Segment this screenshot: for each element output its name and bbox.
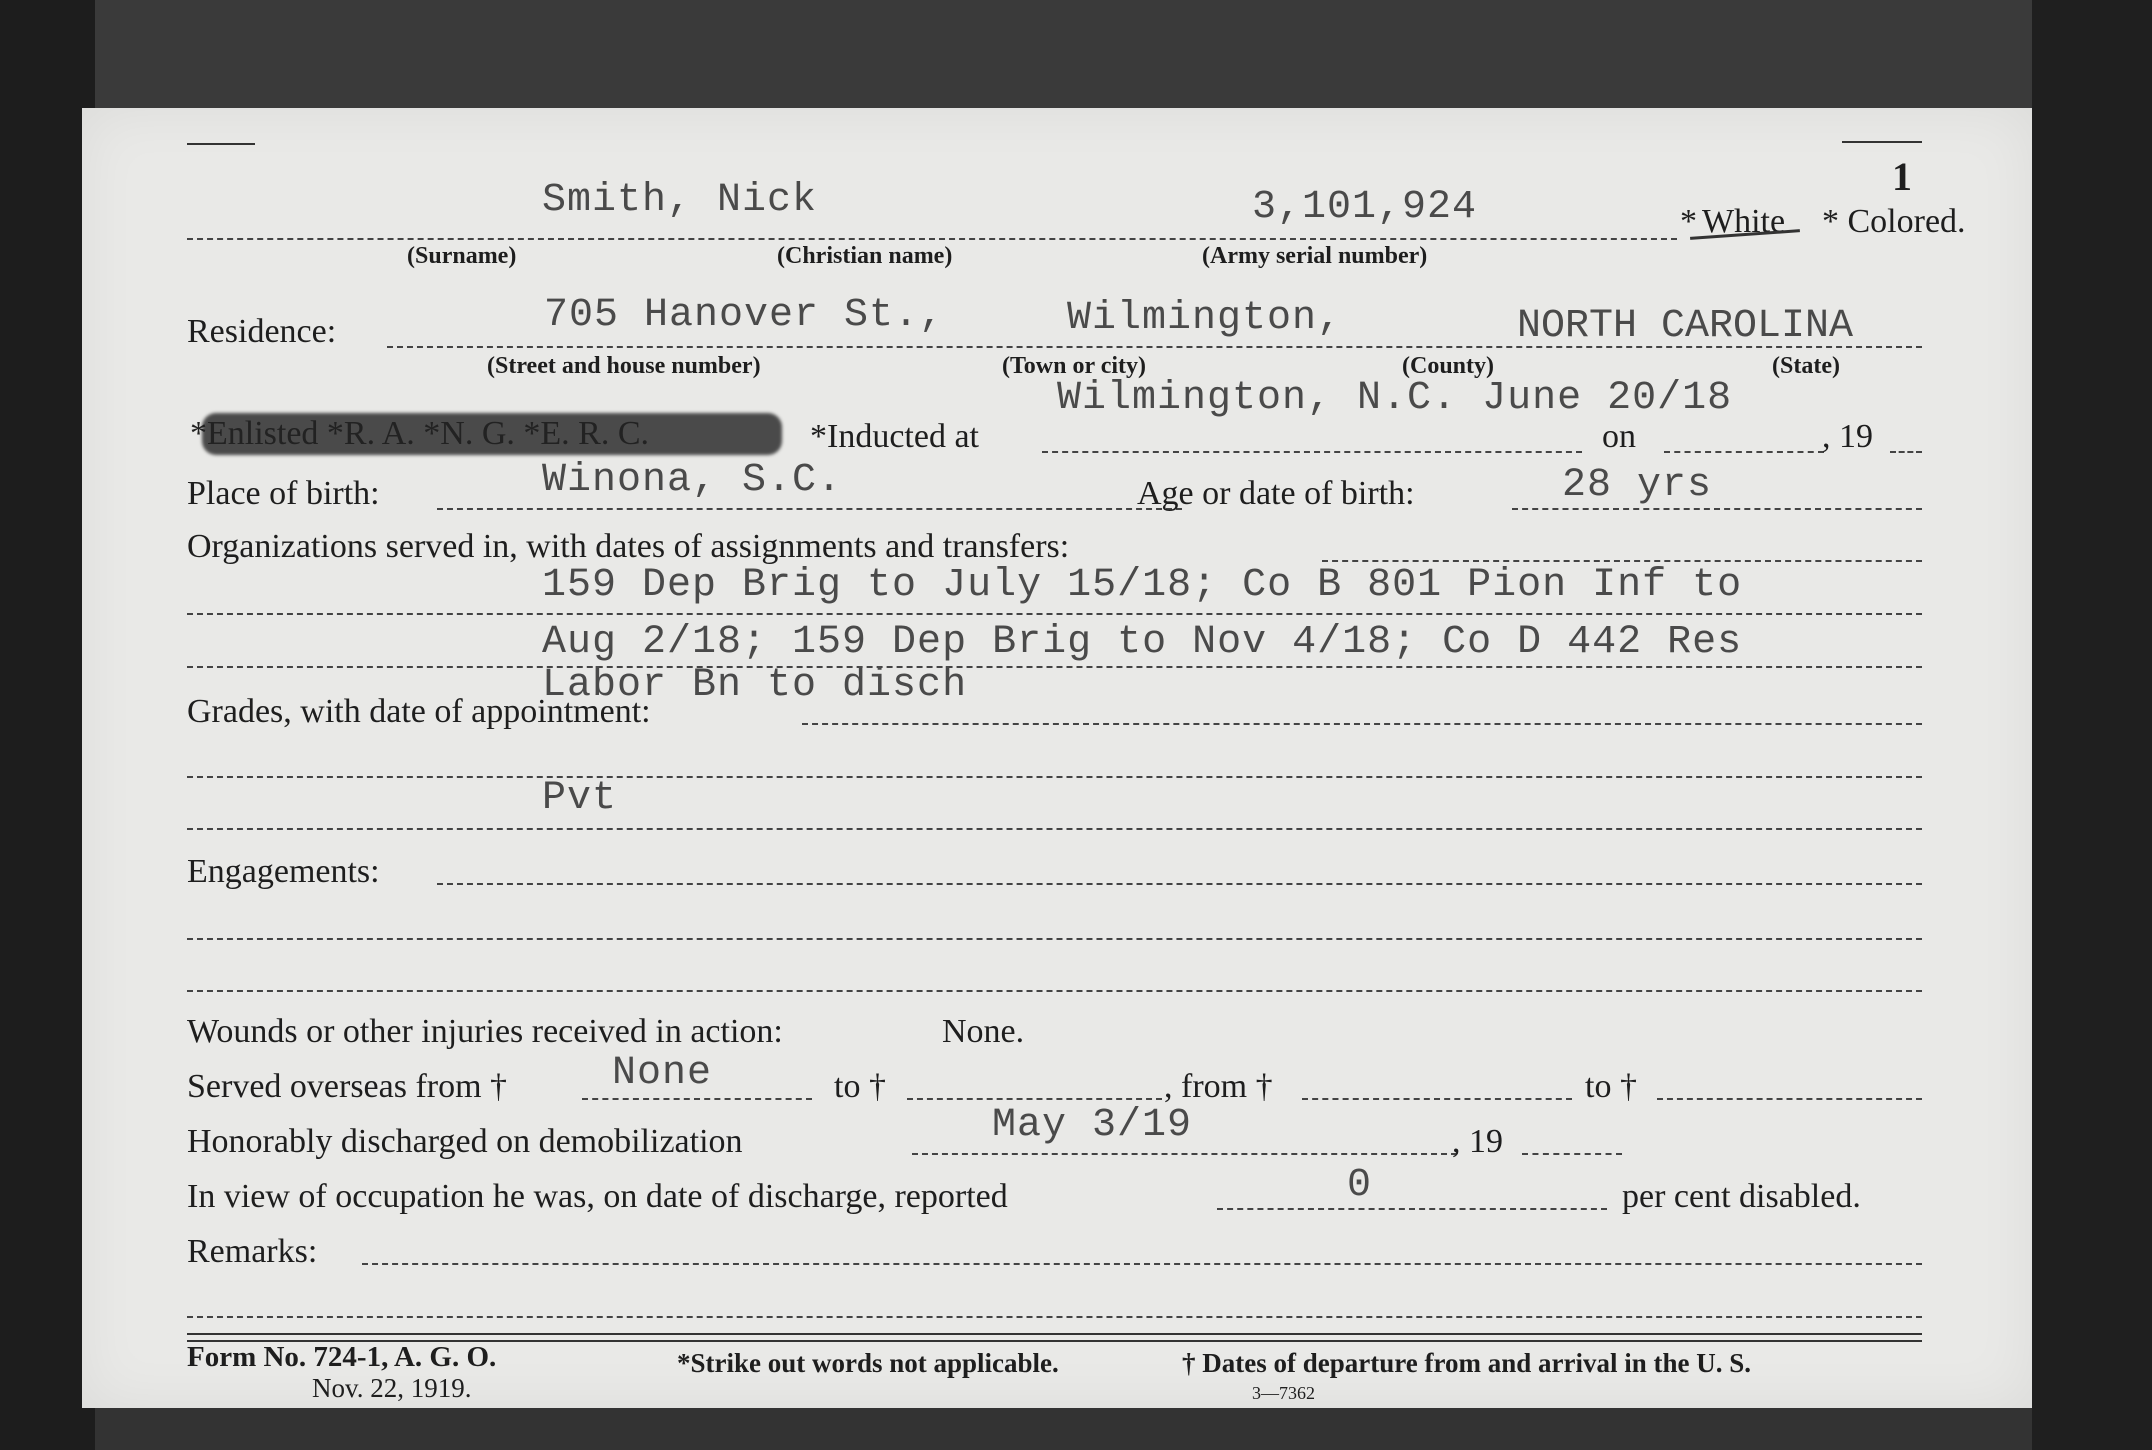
grades-value: Pvt [542, 776, 618, 821]
organizations-line-1 [187, 613, 1922, 615]
organizations-label: Organizations served in, with dates of assignments and transfers: [187, 528, 1070, 565]
service-record-card [82, 108, 2032, 1408]
engagements-line-2 [187, 990, 1922, 992]
caption-surname: (Surname) [407, 243, 517, 269]
engagements-label: Engagements: [187, 853, 380, 890]
footnote-strike-out: *Strike out words not applicable. [677, 1348, 1059, 1378]
discharge-label: Honorably discharged on demobilization [187, 1123, 743, 1160]
engagements-line-0 [437, 883, 1922, 885]
overseas-from2-line [1302, 1098, 1572, 1100]
form-number: Form No. 724-1, A. G. O. [187, 1341, 497, 1373]
age-or-date-of-birth-label: Age or date of birth: [1137, 475, 1415, 512]
residence-label: Residence: [187, 313, 337, 350]
inducted-at-label: *Inducted at [810, 418, 979, 455]
disability-suffix: per cent disabled. [1622, 1178, 1861, 1215]
age-line [1512, 508, 1922, 510]
engagements-line-1 [187, 938, 1922, 940]
army-serial-number-value: 3,101,924 [1252, 185, 1478, 230]
grades-label: Grades, with date of appointment: [187, 693, 651, 730]
grades-line-0 [802, 723, 1922, 725]
discharge-line [912, 1153, 1457, 1155]
inducted-on-label: on [1602, 418, 1636, 455]
printer-code: 3—7362 [1252, 1383, 1315, 1403]
place-of-birth-label: Place of birth: [187, 475, 380, 512]
caption-street-and-house-number: (Street and house number) [487, 353, 761, 379]
induction-place-date-value: Wilmington, N.C. June 20/18 [1057, 376, 1733, 421]
overseas-to2-line [1657, 1098, 1922, 1100]
caption-christian-name: (Christian name) [777, 243, 953, 269]
served-overseas-label: Served overseas from † [187, 1068, 508, 1105]
scan-frame-right [2032, 0, 2152, 1450]
grades-line-1 [187, 776, 1922, 778]
scan-frame-left [0, 0, 95, 1450]
race-white-asterisk: * [1680, 203, 1697, 240]
race-white-option: White [1702, 203, 1786, 240]
overseas-from2-label: , from † [1164, 1068, 1273, 1105]
wounds-label: Wounds or other injuries received in action: [187, 1013, 783, 1050]
age-or-date-of-birth-value: 28 yrs [1562, 463, 1713, 508]
caption-county: (County) [1402, 353, 1495, 379]
overseas-to2-label: to † [1585, 1068, 1637, 1105]
remarks-line-0 [362, 1263, 1922, 1265]
race-colored-option: * Colored. [1822, 203, 1966, 240]
corner-rule-left [187, 143, 255, 145]
remarks-label: Remarks: [187, 1233, 318, 1270]
footnote-dates: † Dates of departure from and arrival in the U. S. [1182, 1348, 1751, 1378]
residence-line [387, 346, 1922, 348]
caption-army-serial-number: (Army serial number) [1202, 243, 1428, 269]
overseas-to-line [907, 1098, 1162, 1100]
inducted-at-line [1042, 451, 1582, 453]
disability-line [1217, 1208, 1607, 1210]
caption-town-or-city: (Town or city) [1002, 353, 1146, 379]
enlisted-options-struck: *Enlisted *R. A. *N. G. *E. R. C. [190, 415, 650, 452]
surname-christian-name-value: Smith, Nick [542, 178, 818, 223]
caption-state: (State) [1772, 353, 1840, 379]
disability-percent-value: 0 [1347, 1163, 1373, 1208]
inducted-year-label: , 19 [1822, 418, 1873, 455]
grades-line-2 [187, 828, 1922, 830]
wounds-value: None. [942, 1013, 1025, 1050]
discharge-year-label: , 19 [1452, 1123, 1503, 1160]
organizations-value-line-3: Labor Bn to disch [542, 663, 968, 708]
scan-frame-bottom [95, 1405, 2032, 1450]
place-of-birth-value: Winona, S.C. [542, 458, 843, 503]
form-date: Nov. 22, 1919. [312, 1373, 472, 1403]
disability-label: In view of occupation he was, on date of discharge, reported [187, 1178, 1008, 1215]
remarks-line-1 [187, 1316, 1922, 1318]
overseas-to-label: to † [834, 1068, 886, 1105]
scan-frame-top [95, 0, 2032, 108]
organizations-value-line-1: 159 Dep Brig to July 15/18; Co B 801 Pion Inf to [542, 563, 1743, 608]
card-number: 1 [1892, 154, 1912, 199]
residence-state-value: NORTH CAROLINA [1517, 304, 1854, 349]
overseas-from-line [582, 1098, 812, 1100]
residence-street-value: 705 Hanover St., [544, 293, 945, 338]
organizations-line-0 [1322, 560, 1922, 562]
place-of-birth-line [437, 508, 1182, 510]
footer-rule-top [187, 1333, 1922, 1335]
inducted-year-line [1890, 451, 1922, 453]
discharge-year-line [1522, 1153, 1622, 1155]
organizations-line-2 [187, 666, 1922, 668]
discharge-date-value: May 3/19 [992, 1103, 1193, 1148]
inducted-on-line [1664, 451, 1824, 453]
corner-rule-right [1842, 141, 1922, 143]
served-overseas-from-value: None [612, 1051, 713, 1096]
name-line [187, 238, 1677, 240]
organizations-value-line-2: Aug 2/18; 159 Dep Brig to Nov 4/18; Co D 442 Res [542, 620, 1743, 665]
residence-town-value: Wilmington, [1067, 296, 1343, 341]
